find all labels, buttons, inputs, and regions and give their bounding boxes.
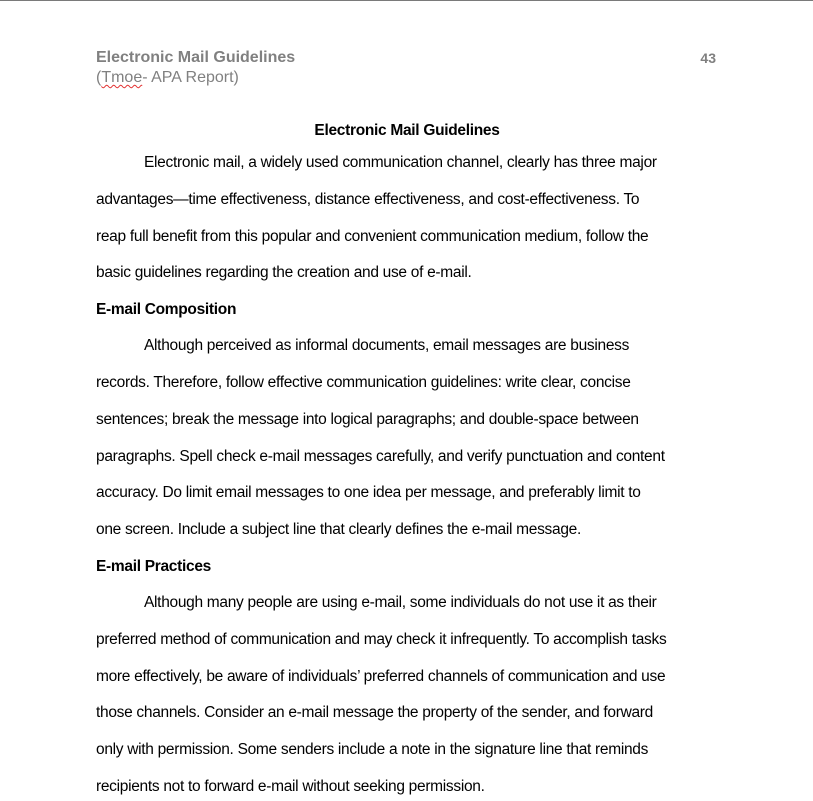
paragraph-line: records. Therefore, follow effective communication guidelines: write clear, concise <box>96 373 631 391</box>
paragraph-line: paragraphs. Spell check e-mail messages carefully, and verify punctuation and content <box>96 447 665 465</box>
page-top-border <box>0 0 813 1</box>
document-title: Electronic Mail Guidelines <box>314 122 500 139</box>
paragraph-line: reap full benefit from this popular and convenient communication medium, follow the <box>96 227 649 245</box>
paragraph-line: Although perceived as informal documents, email messages are business <box>144 337 630 355</box>
paragraph-line: advantages—time effectiveness, distance effectiveness, and cost-effectiveness. To <box>96 190 640 208</box>
paragraph-line: sentences; break the message into logical paragraphs; and double-space between <box>96 410 639 428</box>
paragraph-line: those channels. Consider an e-mail message the property of the sender, and forward <box>96 704 653 722</box>
section-heading-practices: E-mail Practices <box>96 557 211 575</box>
paragraph-line: recipients not to forward e-mail without seeking permission. <box>96 777 485 795</box>
running-head-subtitle <box>96 68 239 88</box>
section-heading-composition: E-mail Composition <box>96 301 237 319</box>
paragraph-line: one screen. Include a subject line that clearly defines the e-mail message. <box>96 521 581 539</box>
page-number: 43 <box>700 50 716 66</box>
paragraph-line: accuracy. Do limit email messages to one idea per message, and preferably limit to <box>96 484 641 502</box>
document-body[interactable] <box>96 117 726 801</box>
intro-paragraph <box>96 145 726 292</box>
paragraph-line: Electronic mail, a widely used communication channel, clearly has three major <box>144 154 657 171</box>
practices-paragraph <box>96 585 726 801</box>
subtitle-open-paren: ( <box>96 69 102 86</box>
paragraph-line: more effectively, be aware of individuals’ preferred channels of communication and use <box>96 667 666 685</box>
running-head-title: Electronic Mail Guidelines <box>96 49 296 66</box>
composition-paragraph <box>96 328 726 549</box>
running-head <box>96 48 716 88</box>
paragraph-line: only with permission. Some senders include a note in the signature line that reminds <box>96 741 649 759</box>
misspelled-word[interactable]: Tmoe <box>101 69 143 86</box>
paragraph-line: preferred method of communication and may check it infrequently. To accomplish tasks <box>96 630 667 648</box>
paragraph-line: Although many people are using e-mail, some individuals do not use it as their <box>144 593 657 611</box>
paragraph-line: basic guidelines regarding the creation and use of e-mail. <box>96 264 472 282</box>
subtitle-rest: - APA Report) <box>142 69 239 86</box>
